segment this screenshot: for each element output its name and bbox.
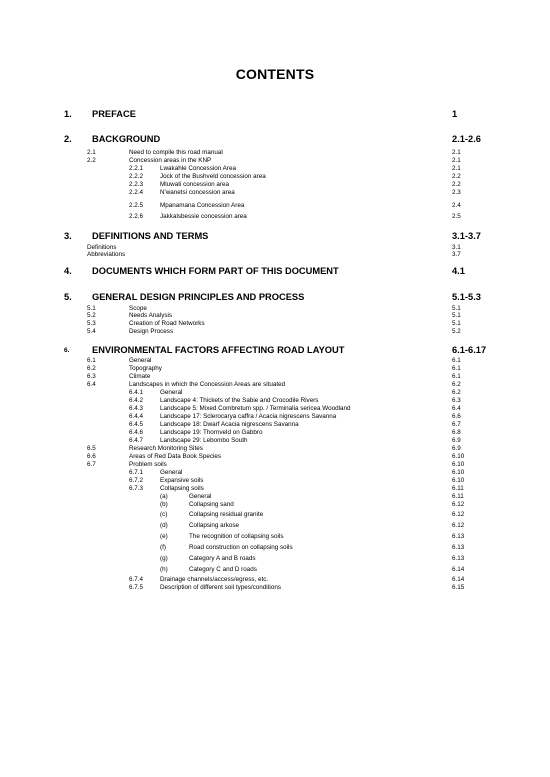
toc-entry-text: The recognition of collapsing soils bbox=[189, 533, 284, 540]
toc-entry-page: 6.13 bbox=[452, 533, 465, 540]
toc-entry-text: Definitions bbox=[87, 244, 117, 251]
toc-entry-text: 2.2.2 bbox=[129, 173, 144, 180]
toc-entry-text: Abbreviations bbox=[87, 251, 126, 258]
toc-entry-text: General bbox=[189, 493, 212, 500]
toc-entry-text: Category C and D roads bbox=[189, 566, 257, 573]
toc-entry-page: 5.1 bbox=[452, 305, 461, 312]
toc-entry-text: 6.7.4 bbox=[129, 576, 144, 583]
toc-entry-text: Design Process bbox=[129, 328, 174, 335]
toc-entry-page: 2.1 bbox=[452, 165, 461, 172]
section-title: DEFINITIONS AND TERMS bbox=[92, 231, 209, 241]
section-number: 1. bbox=[64, 109, 72, 119]
toc-entry-text: Climate bbox=[129, 373, 151, 380]
toc-entry-page: 6.1 bbox=[452, 357, 461, 364]
toc-section bbox=[64, 109, 490, 121]
toc-entry-page: 6.13 bbox=[452, 555, 465, 562]
toc-entry-text: 6.4.7 bbox=[129, 437, 144, 444]
toc-entry-text: Mluwati concession area bbox=[160, 181, 229, 188]
toc-entry-text: 6.4 bbox=[87, 381, 96, 388]
toc-entry-page: 2.5 bbox=[452, 213, 461, 220]
toc-entry-text: 2.2 bbox=[87, 157, 96, 164]
toc-entry bbox=[0, 583, 550, 592]
toc-entry-page: 6.9 bbox=[452, 445, 461, 452]
toc-entry-text: Description of different soil types/conditions bbox=[160, 584, 281, 591]
toc-entry-text: 2.2.4 bbox=[129, 189, 144, 196]
section-page: 1 bbox=[452, 109, 458, 119]
toc-entry-text: Need to compile this road manual bbox=[129, 149, 223, 156]
toc-entry-text: 6.4.4 bbox=[129, 413, 144, 420]
toc-entry-text: 2.2.1 bbox=[129, 165, 144, 172]
toc-entry bbox=[0, 250, 550, 259]
toc-entry-page: 6.1 bbox=[452, 373, 461, 380]
toc-entry-text: Category A and B roads bbox=[189, 555, 256, 562]
toc-entry-text: 6.7.1 bbox=[129, 469, 144, 476]
toc-entry-page: 6.12 bbox=[452, 501, 465, 508]
toc-entry-text: 6.4.1 bbox=[129, 389, 144, 396]
toc-entry bbox=[0, 565, 550, 574]
toc-entry-text: Landscape 5: Mixed Combretum spp. / Terminalia sericea Woodland bbox=[160, 405, 351, 412]
toc-entry-text: 6.3 bbox=[87, 373, 96, 380]
toc-entry-page: 6.12 bbox=[452, 522, 465, 529]
toc-section bbox=[64, 266, 490, 278]
toc-entry-page: 6.11 bbox=[452, 493, 464, 500]
toc-entry-text: N'wanetsi concession area bbox=[160, 189, 235, 196]
section-page: 4.1 bbox=[452, 266, 465, 276]
toc-entry-page: 6.9 bbox=[452, 437, 461, 444]
toc-entry-text: 6.7.2 bbox=[129, 477, 144, 484]
toc-entry-text: General bbox=[129, 357, 152, 364]
toc-entry bbox=[0, 543, 550, 552]
toc-entry-text: (g) bbox=[160, 555, 168, 562]
toc-entry bbox=[0, 521, 550, 530]
toc-entry-page: 6.7 bbox=[452, 421, 461, 428]
toc-entry bbox=[0, 201, 550, 210]
toc-entry-page: 6.14 bbox=[452, 576, 465, 583]
toc-entry-text: Landscape 29: Lebombo South bbox=[160, 437, 248, 444]
toc-entry-page: 6.6 bbox=[452, 413, 461, 420]
toc-entry-text: 5.1 bbox=[87, 305, 96, 312]
toc-entry-text: Creation of Road Networks bbox=[129, 320, 205, 327]
toc-entry-page: 6.1 bbox=[452, 365, 461, 372]
toc-entry-page: 6.10 bbox=[452, 477, 465, 484]
toc-entry-page: 6.14 bbox=[452, 566, 465, 573]
toc-entry-text: 6.7.3 bbox=[129, 485, 144, 492]
toc-entry bbox=[0, 532, 550, 541]
section-page: 5.1-5.3 bbox=[452, 292, 481, 302]
toc-entry-text: Landscape 18: Dwarf Acacia nigrescens Savanna bbox=[160, 421, 299, 428]
toc-entry-page: 6.12 bbox=[452, 511, 465, 518]
toc-entry-text: (c) bbox=[160, 511, 168, 518]
toc-entry-page: 3.7 bbox=[452, 251, 461, 258]
toc-entry-text: 2.2.3 bbox=[129, 181, 144, 188]
section-number: 5. bbox=[64, 292, 72, 302]
toc-entry-text: 6.4.5 bbox=[129, 421, 144, 428]
toc-section bbox=[64, 292, 490, 304]
section-number: 2. bbox=[64, 134, 72, 144]
toc-entry-page: 6.13 bbox=[452, 544, 465, 551]
toc-entry-page: 6.10 bbox=[452, 461, 465, 468]
toc-entry-page: 2.4 bbox=[452, 202, 461, 209]
toc-entry-page: 6.10 bbox=[452, 453, 465, 460]
toc-entry-text: (b) bbox=[160, 501, 168, 508]
toc-entry-page: 6.10 bbox=[452, 469, 465, 476]
toc-entry-text: Jock of the Bushveld concession area bbox=[160, 173, 266, 180]
toc-entry-text: Collapsing residual granite bbox=[189, 511, 264, 518]
section-title: BACKGROUND bbox=[92, 134, 161, 144]
toc-entry-text: Drainage channels/access/egress, etc. bbox=[160, 576, 269, 583]
toc-entry-text: 5.2 bbox=[87, 312, 96, 319]
section-title: GENERAL DESIGN PRINCIPLES AND PROCESS bbox=[92, 292, 305, 302]
toc-entry-page: 5.2 bbox=[452, 328, 461, 335]
toc-entry-text: Landscape 17: Sclerocarya caffra / Acacia nigrescens Savanna bbox=[160, 413, 337, 420]
toc-entry bbox=[0, 188, 550, 197]
toc-entry bbox=[0, 510, 550, 519]
toc-entry-text: (e) bbox=[160, 533, 168, 540]
section-page: 3.1-3.7 bbox=[452, 231, 481, 241]
toc-entry-page: 6.2 bbox=[452, 389, 461, 396]
toc-entry-text: Road construction on collapsing soils bbox=[189, 544, 293, 551]
toc-entry-page: 6.11 bbox=[452, 485, 464, 492]
toc-entry-page: 2.1 bbox=[452, 149, 461, 156]
toc-entry-text: Research Monitoring Sites bbox=[129, 445, 203, 452]
toc-entry-page: 6.3 bbox=[452, 397, 461, 404]
toc-entry-text: General bbox=[160, 389, 183, 396]
toc-entry-page: 6.2 bbox=[452, 381, 461, 388]
toc-entry-text: (h) bbox=[160, 566, 168, 573]
toc-entry-text: 6.6 bbox=[87, 453, 96, 460]
toc-entry-text: Concession areas in the KNP bbox=[129, 157, 212, 164]
toc-entry-text: 2.2.5 bbox=[129, 202, 144, 209]
toc-entry-text: Topography bbox=[129, 365, 162, 372]
toc-entry bbox=[0, 327, 550, 336]
toc-entry-page: 3.1 bbox=[452, 244, 461, 251]
toc-entry-text: 6.4.2 bbox=[129, 397, 144, 404]
toc-entry-text: Landscape 4: Thickets of the Sabie and Crocodile Rivers bbox=[160, 397, 319, 404]
toc-entry-text: Expansive soils bbox=[160, 477, 204, 484]
toc-entry-text: 6.1 bbox=[87, 357, 96, 364]
section-title: DOCUMENTS WHICH FORM PART OF THIS DOCUMENT bbox=[92, 266, 339, 276]
toc-entry-text: Scope bbox=[129, 305, 147, 312]
toc-entry-text: 5.4 bbox=[87, 328, 96, 335]
toc-entry bbox=[0, 500, 550, 509]
toc-entry-text: (f) bbox=[160, 544, 166, 551]
toc-entry-text: Landscapes in which the Concession Areas are situated bbox=[129, 381, 286, 388]
toc-entry-page: 2.1 bbox=[452, 157, 461, 164]
toc-entry-text: (d) bbox=[160, 522, 168, 529]
toc-entry-text: Mpanamana Concession Area bbox=[160, 202, 245, 209]
section-title: ENVIRONMENTAL FACTORS AFFECTING ROAD LAYOUT bbox=[92, 345, 345, 355]
toc-entry-text: Needs Analysis bbox=[129, 312, 173, 319]
section-title: PREFACE bbox=[92, 109, 136, 119]
toc-entry-text: 2.1 bbox=[87, 149, 96, 156]
toc-entry-text: 6.4.3 bbox=[129, 405, 144, 412]
toc-entry-page: 2.3 bbox=[452, 189, 461, 196]
page-title: CONTENTS bbox=[235, 66, 315, 82]
toc-entry-text: 6.7.5 bbox=[129, 584, 144, 591]
section-number: 3. bbox=[64, 231, 72, 241]
section-number: 4. bbox=[64, 266, 72, 276]
toc-entry-text: Jakkalsbessie concession area bbox=[160, 213, 247, 220]
toc-entry-text: 5.3 bbox=[87, 320, 96, 327]
toc-entry-page: 5.1 bbox=[452, 312, 461, 319]
toc-entry bbox=[0, 212, 550, 221]
toc-entry-text: 6.2 bbox=[87, 365, 96, 372]
section-page: 6.1-6.17 bbox=[452, 345, 487, 355]
toc-entry-page: 6.4 bbox=[452, 405, 461, 412]
toc-entry-text: 6.4.6 bbox=[129, 429, 144, 436]
toc-entry-page: 6.8 bbox=[452, 429, 461, 436]
section-page: 2.1-2.6 bbox=[452, 134, 481, 144]
toc-entry-page: 2.2 bbox=[452, 181, 461, 188]
toc-entry bbox=[0, 554, 550, 563]
toc-entry-text: Lwakahle Concession Area bbox=[160, 165, 236, 172]
toc-entry-page: 2.2 bbox=[452, 173, 461, 180]
toc-entry-text: 6.7 bbox=[87, 461, 96, 468]
section-number: 6. bbox=[64, 347, 70, 354]
toc-entry-text: Collapsing sand bbox=[189, 501, 234, 508]
toc-entry-text: Areas of Red Data Book Species bbox=[129, 453, 222, 460]
toc-entry-page: 6.15 bbox=[452, 584, 465, 591]
toc-entry-text: Problem soils bbox=[129, 461, 167, 468]
toc-entry-text: Collapsing soils bbox=[160, 485, 204, 492]
toc-entry-text: Collapsing arkose bbox=[189, 522, 240, 529]
toc-section bbox=[64, 134, 490, 146]
toc-entry-text: General bbox=[160, 469, 183, 476]
toc-section bbox=[64, 231, 490, 243]
toc-entry-text: 6.5 bbox=[87, 445, 96, 452]
toc-entry-text: 2.2.6 bbox=[129, 213, 144, 220]
toc-entry-page: 5.1 bbox=[452, 320, 461, 327]
toc-entry-text: Landscape 19: Thornveld on Gabbro bbox=[160, 429, 263, 436]
toc-entry-text: (a) bbox=[160, 493, 168, 500]
